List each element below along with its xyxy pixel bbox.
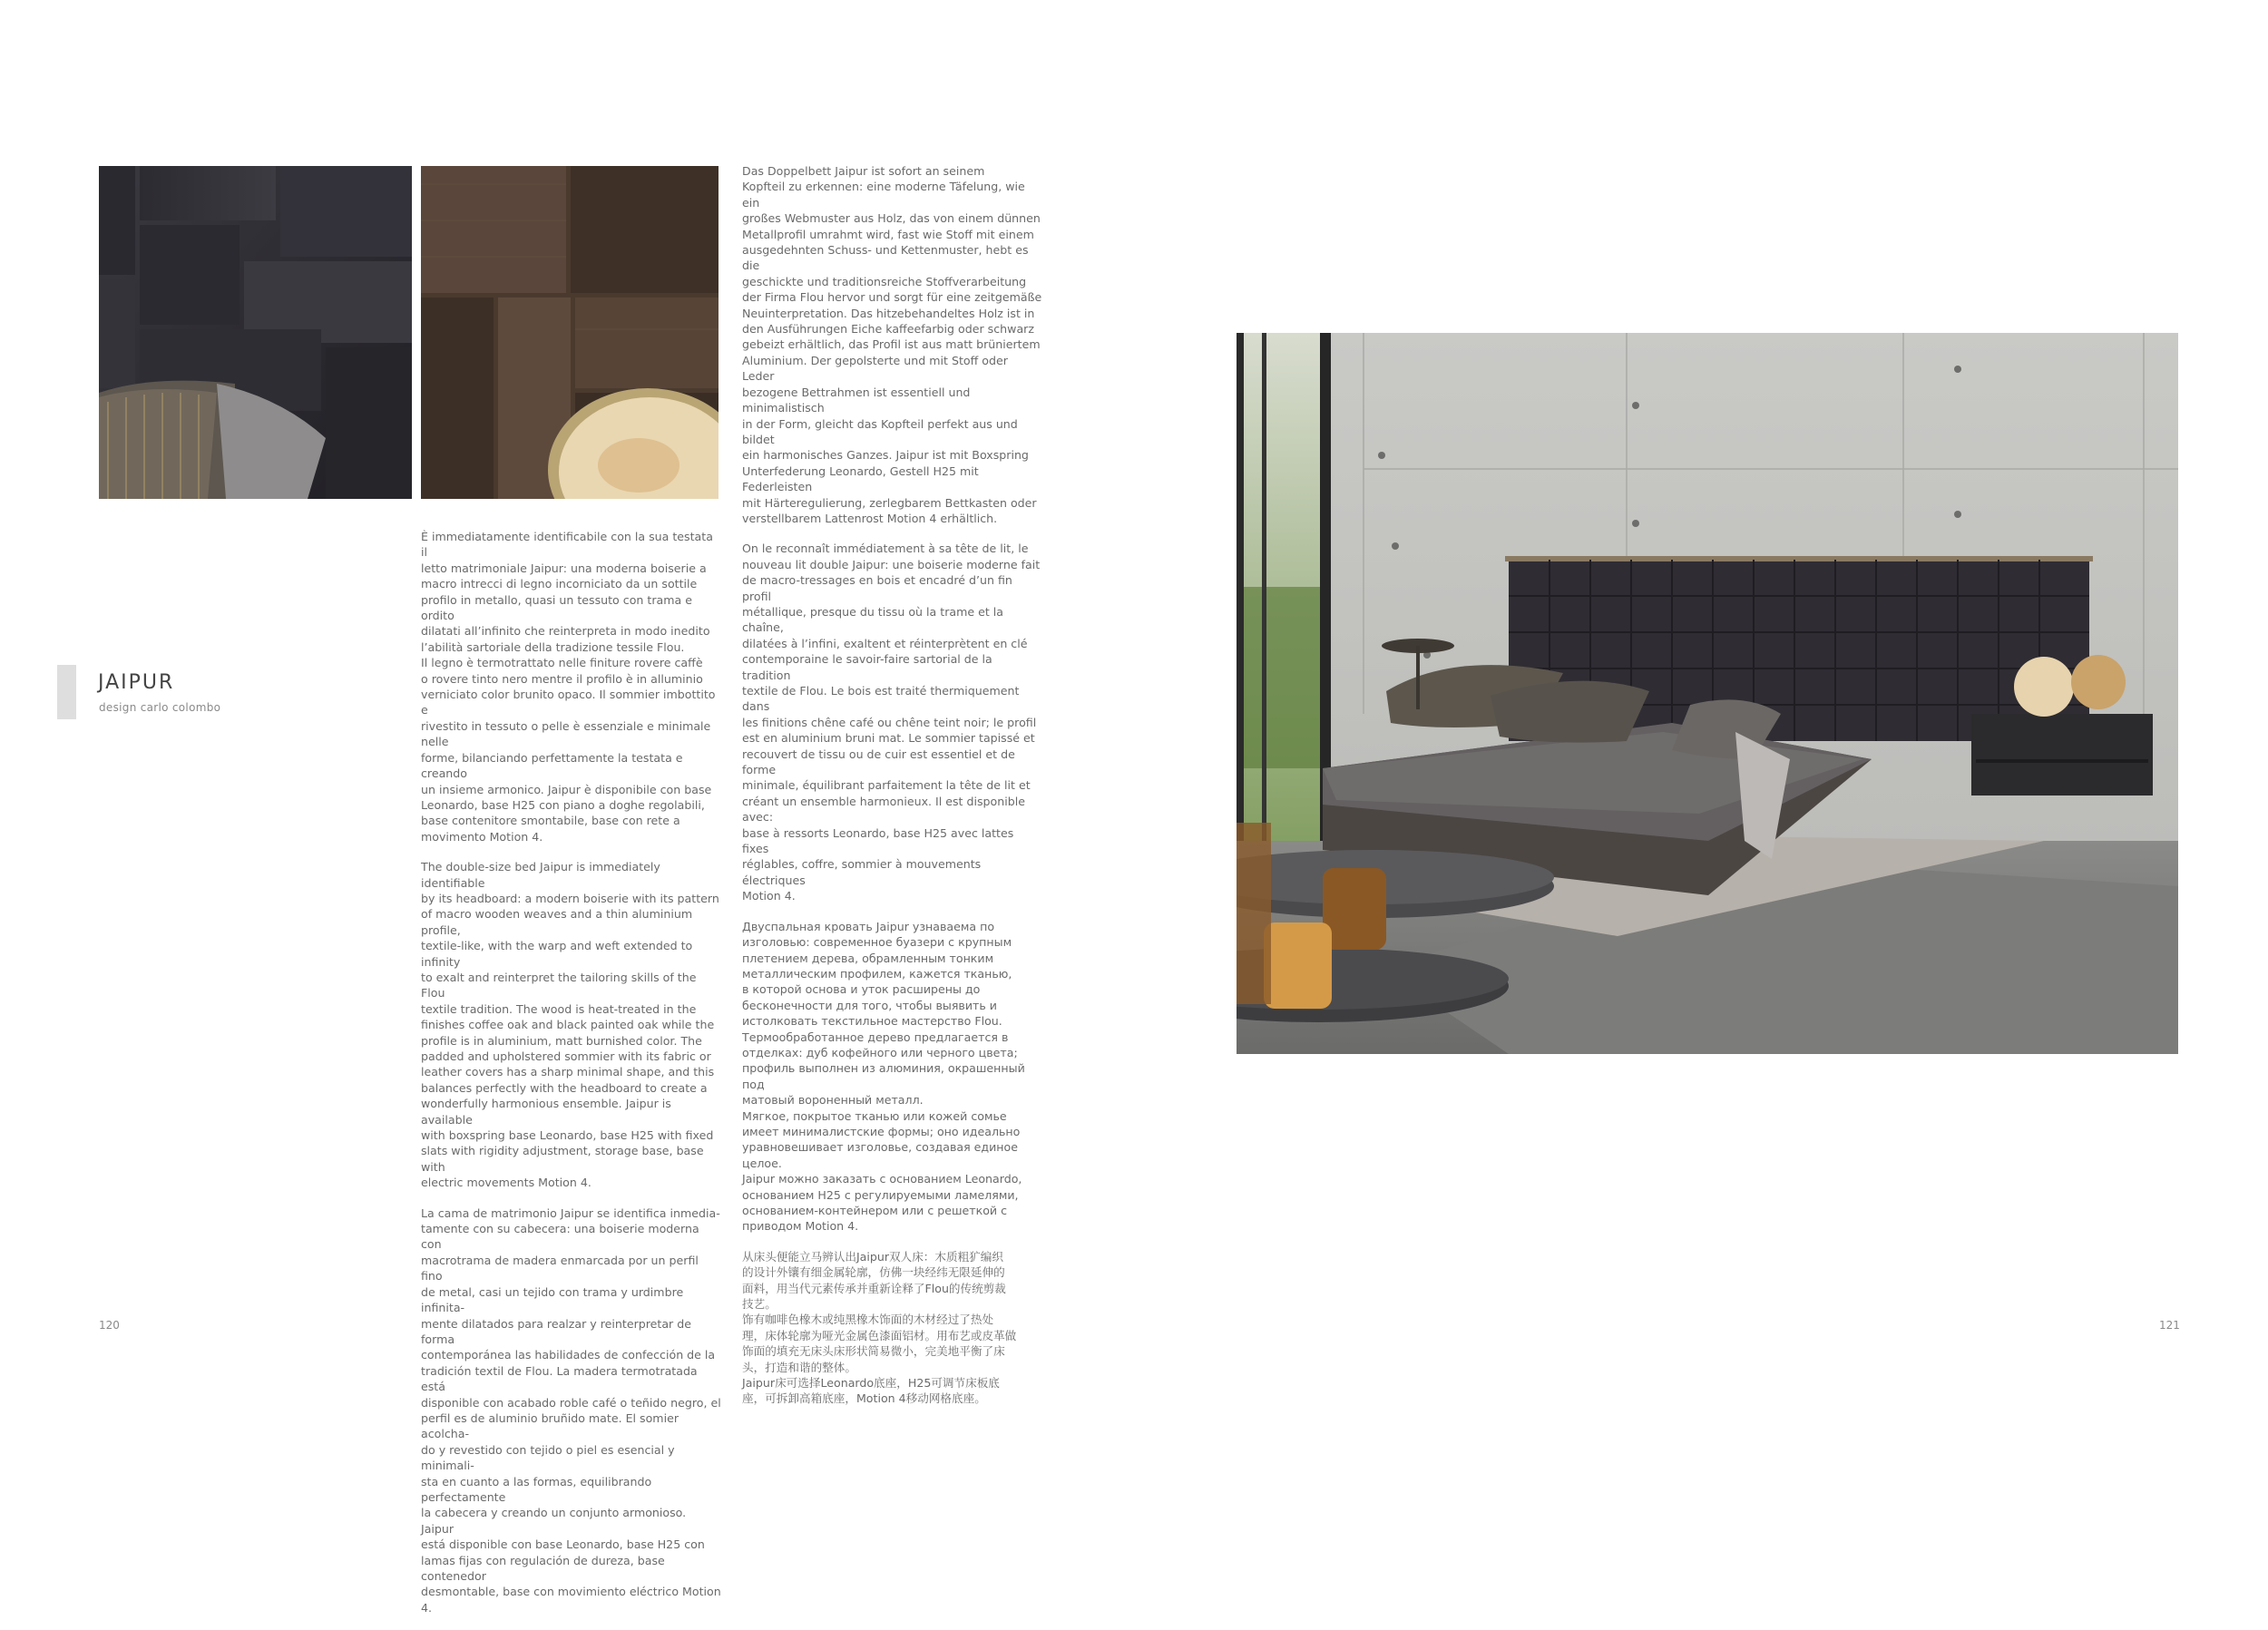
product-designer: design carlo colombo xyxy=(99,701,221,714)
title-accent-bar xyxy=(57,665,76,719)
product-title: JAIPUR xyxy=(98,671,175,694)
text-russian: Двуспальная кровать Jaipur узнаваема по изголовью: современное буазери с крупным плетением дерева, обрамленным тонким металлическим профилем, кажется тканью, в которой основа и уток расширены до бесконечности для того, чтобы выявить и истолковать текстильное мастерство Flou. Термообработанное дерево предлагается в отделках: дуб кофейного или черного цвета; профиль выполнен из алюминия, окрашенный под матовый вороненный металл. Мягкое, покрытое тканью или кожей сомье имеет минималистские формы; оно идеально уравновешивает изголовье, создавая единое целое. Jaipur можно заказать с основанием Leonardo, основанием H25 с регулируемыми ламелями, основанием-контейнером или с решеткой с приводом Motion 4. xyxy=(742,919,1025,1234)
bedroom-photo xyxy=(1237,333,2178,1054)
text-italian: È immediatamente identificabile con la sua testata il letto matrimoniale Jaipur: una moderna boiserie a macro intrecci di legno incorniciato da un sottile profilo in metallo, quasi un tessuto con trama e ordito dilatati all’infinito che reinterpreta in modo inedito l’abilità sartoriale della tradizione tessile Flou. Il legno è termotrattato nelle finiture rovere caffè o rovere tinto nero mentre il profilo è in alluminio verniciato color brunito opaco. Il sommier imbottito e rivestito in tessuto o pelle è essenziale e minimale nelle forme, bilanciando perfettamente la testata e creando un insieme armonico. Jaipur è disponibile con base Leonardo, base H25 con piano a doghe regolabili, base contenitore smontabile, base con rete a movimento Motion 4. xyxy=(421,530,716,844)
text-german: Das Doppelbett Jaipur ist sofort an seinem Kopfteil zu erkennen: eine moderne Täfelung, wie ein großes Webmuster aus Holz, das von einem dünnen Metallprofil umrahmt wird, fast wie Stoff mit einem ausgedehnten Schuss- und Kettenmuster, hebt es die geschickte und traditionsreiche Stoffverarbeitung der Firma Flou hervor und sorgt für eine zeitgemäße Neuinterpretation. Das hitzebehandeltes Holz ist in den Ausführungen Eiche kaffeefarbig oder schwarz gebeizt erhältlich, das Profil ist aus matt brüniertem Aluminium. Der gepolsterte und mit Stoff oder Leder bezogene Bettrahmen ist essentiell und minimalistisch in der Form, gleicht das Kopfteil perfekt aus und bildet ein harmonisches Ganzes. Jaipur ist mit Boxspring Unterfederung Leonardo, Gestell H25 mit Federleisten mit Härteregulierung, zerlegbarem Bettkasten oder verstellbarem Lattenrost Motion 4 erhältlich. xyxy=(742,164,1042,525)
text-spanish: La cama de matrimonio Jaipur se identifica inmedia- tamente con su cabecera: una boiserie moderna con macrotrama de madera enmarcada por un perfil fino de metal, casi un tejido con trama y urdimbre infinita- mente dilatados para realzar y reinterpretar de forma contemporánea las habilidades de confección de la tradición textil de Flou. La madera termotratada está disponible con acabado roble café o teñido negro, el perfil es de aluminio bruñido mate. El somier acolcha- do y revestido con tejido o piel es esencial y minimali- sta en cuanto a las formas, equilibrando perfectamente la cabecera y creando un conjunto armonioso. Jaipur está disponible con base Leonardo, base H25 con lamas fijas con regulación de dureza, base contenedor desmontable, base con movimiento eléctrico Motion 4. xyxy=(421,1205,721,1615)
swatch-black-oak-image xyxy=(99,166,412,499)
text-column-middle xyxy=(421,529,722,1630)
text-chinese: 从床头便能立马辨认出Jaipur双人床：木质粗犷编织 的设计外镶有细金属轮廓，仿佛一块经纬无限延伸的 面料，用当代元素传承并重新诠释了Flou的传统剪裁 技艺。 饰有咖啡色橡木或纯黑橡木饰面的木材经过了热处 理，床体轮廓为哑光金属色漆面铝材。用布艺或皮革做 饰面的填充无床头床形状简易微小，完美地平衡了床 头，打造和谐的整体。 Jaipur床可选择Leonardo底座，H25可调节床板底 座，可拆卸高箱底座，Motion 4移动网格底座。 xyxy=(742,1249,1017,1406)
text-french: On le reconnaît immédiatement à sa tête de lit, le nouveau lit double Jaipur: une boiserie moderne fait de macro-tressages en bois et encadré d’un fin profil métallique, presque du tissu où la trame et la chaîne, dilatées à l’infini, exaltent et réinterprètent en clé contemporaine le savoir-faire sartorial de la tradition textile de Flou. Le bois est traité thermiquement dans les finitions chêne café ou chêne teint noir; le profil est en aluminium bruni mat. Le sommier tapissé et recouvert de tissu ou de cuir est essentiel et de forme minimale, équilibrant parfaitement la tête de lit et créant un ensemble harmonieux. Il est disponible avec: base à ressorts Leonardo, base H25 avec lattes fixes réglables, coffre, sommier à mouvements électriques Motion 4. xyxy=(742,542,1041,903)
text-column-right xyxy=(742,163,1043,1421)
swatch-coffee-oak-image xyxy=(421,166,719,499)
page-number-right: 121 xyxy=(2159,1319,2180,1332)
text-english: The double-size bed Jaipur is immediately identifiable by its headboard: a modern boiserie with its pattern of macro wooden weaves and a thin aluminium profile, textile-like, with the warp and weft extended to infinity to exalt and reinterpret the tailoring skills of the Flou textile tradition. The wood is heat-treated in the finishes coffee oak and black painted oak while the profile is in aluminium, matt burnished color. The padded and upholstered sommier with its fabric or leather covers has a sharp minimal shape, and this balances perfectly with the headboard to create a wonderfully harmonious ensemble. Jaipur is available with boxspring base Leonardo, base H25 with fixed slats with rigidity adjustment, storage base, base with electric movements Motion 4. xyxy=(421,860,719,1190)
page-number-left: 120 xyxy=(99,1319,120,1332)
